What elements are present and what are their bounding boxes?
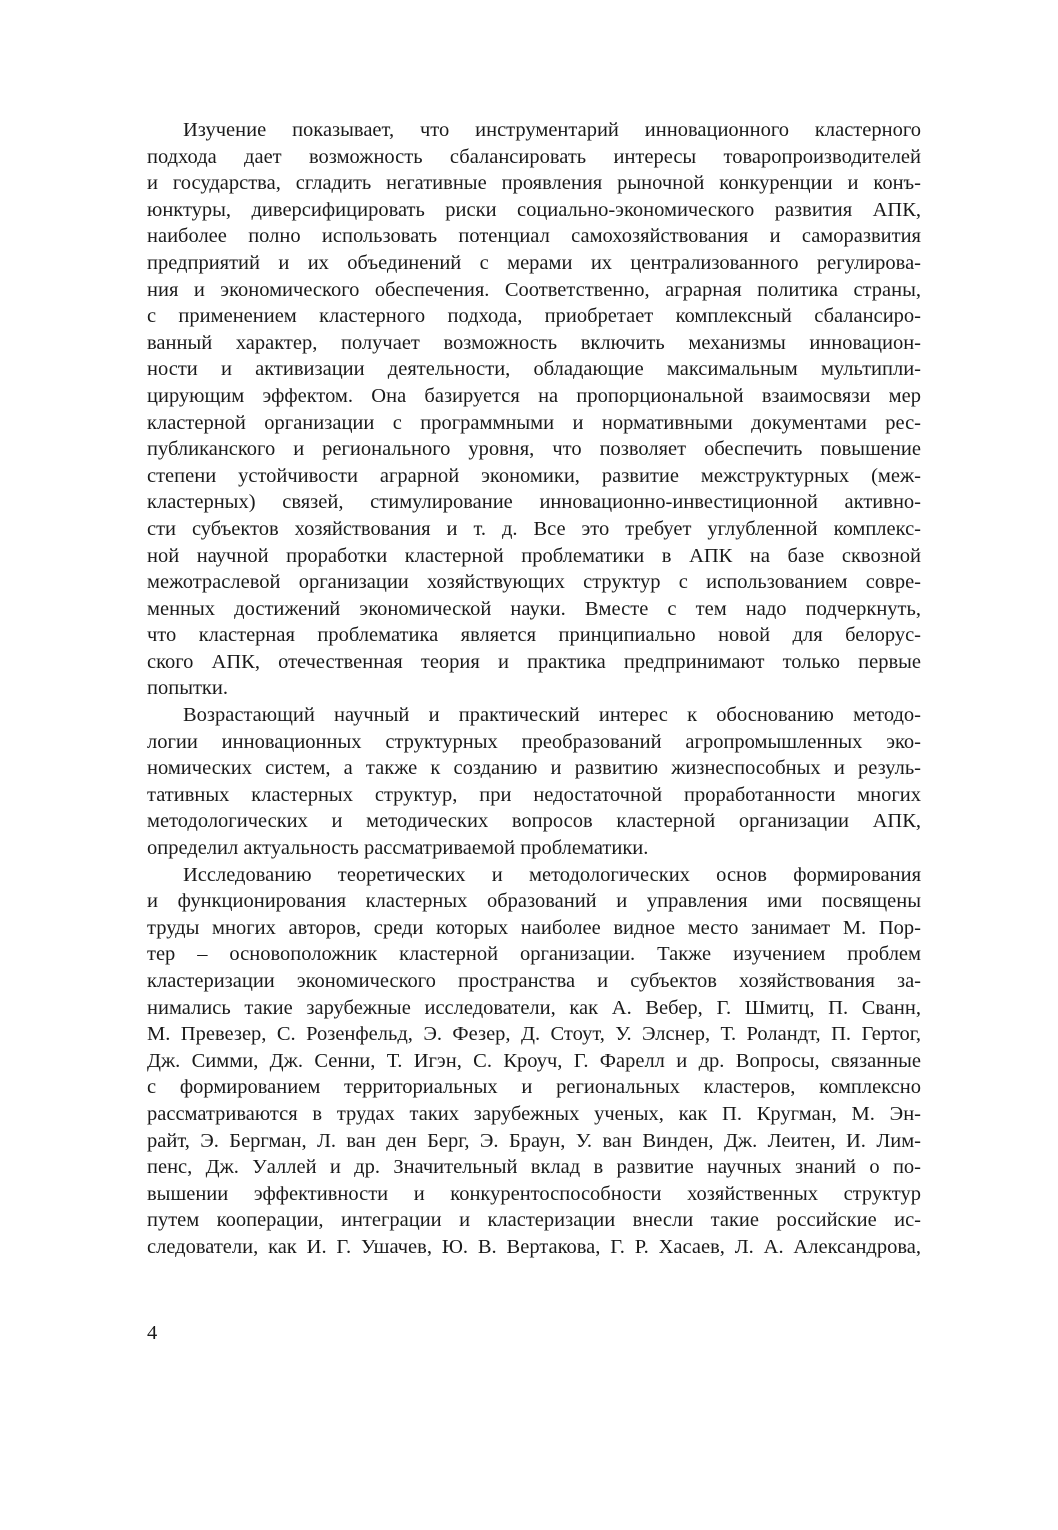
text-line: межотраслевой организации хозяйствующих структур с использованием совре- xyxy=(147,571,921,594)
text-line: публиканского и регионального уровня, что позволяет обеспечить повышение xyxy=(147,438,921,461)
text-line: рассматриваются в трудах таких зарубежных ученых, как П. Кругман, М. Эн- xyxy=(147,1102,921,1125)
text-line: сти субъектов хозяйствования и т. д. Все это требует углубленной комплекс- xyxy=(147,517,921,540)
paragraph-2 xyxy=(147,702,921,862)
text-line: степени устойчивости аграрной экономики, развитие межструктурных (меж- xyxy=(147,464,921,487)
text-line: М. Превезер, С. Розенфельд, Э. Фезер, Д. Стоут, У. Элснер, Т. Роландт, П. Гертог, xyxy=(147,1023,921,1046)
text-line: тативных кластерных структур, при недостаточной проработанности многих xyxy=(147,783,921,806)
text-line: Дж. Симми, Дж. Сенни, Т. Игэн, С. Кроуч, Г. Фарелл и др. Вопросы, связанные xyxy=(147,1049,921,1072)
text-line: что кластерная проблематика является принципиально новой для белорус- xyxy=(147,624,921,647)
body-text xyxy=(147,117,921,1261)
text-line: следователи, как И. Г. Ушачев, Ю. В. Вертакова, Г. Р. Хасаев, Л. А. Александрова, xyxy=(147,1235,921,1258)
text-line: путем кооперации, интеграции и кластеризации внесли такие российские ис- xyxy=(147,1209,921,1232)
text-line: пенс, Дж. Уаллей и др. Значительный вклад в развитие научных знаний о по- xyxy=(147,1156,921,1179)
text-line: менных достижений экономической науки. Вместе с тем надо подчеркнуть, xyxy=(147,597,921,620)
text-line: методологических и методических вопросов кластерной организации АПК, xyxy=(147,810,921,833)
text-line: ности и активизации деятельности, обладающие максимальным мультипли- xyxy=(147,358,921,381)
paragraph-1 xyxy=(147,117,921,702)
text-line: кластерных) связей, стимулирование инновационно-инвестиционной активно- xyxy=(147,491,921,514)
text-line: Возрастающий научный и практический интерес к обоснованию методо- xyxy=(183,704,921,727)
text-line: ванный характер, получает возможность включить механизмы инновацион- xyxy=(147,331,921,354)
text-line: ния и экономического обеспечения. Соответственно, аграрная политика страны, xyxy=(147,278,921,301)
text-line: юнктуры, диверсифицировать риски социально-экономического развития АПК, xyxy=(147,198,921,221)
text-line: определил актуальность рассматриваемой проблематики. xyxy=(147,837,649,860)
text-line: цирующим эффектом. Она базируется на пропорциональной взаимосвязи мер xyxy=(147,384,921,407)
text-line: с формированием территориальных и региональных кластеров, комплексно xyxy=(147,1076,921,1099)
text-line: с применением кластерного подхода, приобретает комплексный сбалансиро- xyxy=(147,305,921,328)
paragraph-3 xyxy=(147,862,921,1261)
text-line: и государства, сгладить негативные проявления рыночной конкуренции и конъ- xyxy=(147,172,921,195)
text-line: Изучение показывает, что инструментарий инновационного кластерного xyxy=(183,119,921,141)
text-line: вышении эффективности и конкурентоспособности хозяйственных структур xyxy=(147,1182,921,1205)
text-line: труды многих авторов, среди которых наиболее видное место занимает М. Пор- xyxy=(147,916,921,939)
text-line: кластерной организации с программными и нормативными документами рес- xyxy=(147,411,921,434)
text-line: ной научной проработки кластерной проблематики в АПК на базе сквозной xyxy=(147,544,921,567)
text-line: попытки. xyxy=(147,677,228,700)
text-line: и функционирования кластерных образований и управления ими посвящены xyxy=(147,890,921,913)
text-line: предприятий и их объединений с мерами их централизованного регулирова- xyxy=(147,251,921,274)
text-line: наиболее полно использовать потенциал самохозяйствования и саморазвития xyxy=(147,225,921,248)
text-line: подхода дает возможность сбалансировать интересы товаропроизводителей xyxy=(147,145,921,168)
text-line: нимались такие зарубежные исследователи, как А. Вебер, Г. Шмитц, П. Сванн, xyxy=(147,996,921,1019)
page-number: 4 xyxy=(147,1322,158,1344)
text-line: тер – основоположник кластерной организации. Также изучением проблем xyxy=(147,943,921,966)
text-line: ского АПК, отечественная теория и практика предпринимают только первые xyxy=(147,650,921,673)
text-line: номических систем, а также к созданию и развитию жизнеспособных и резуль- xyxy=(147,757,921,780)
text-line: кластеризации экономического пространства и субъектов хозяйствования за- xyxy=(147,970,921,992)
text-line: Исследованию теоретических и методологических основ формирования xyxy=(183,863,921,886)
text-line: логии инновационных структурных преобразований агропромышленных эко- xyxy=(147,730,921,753)
text-line: райт, Э. Бергман, Л. ван ден Берг, Э. Браун, У. ван Винден, Дж. Леитен, И. Лим- xyxy=(147,1129,921,1152)
